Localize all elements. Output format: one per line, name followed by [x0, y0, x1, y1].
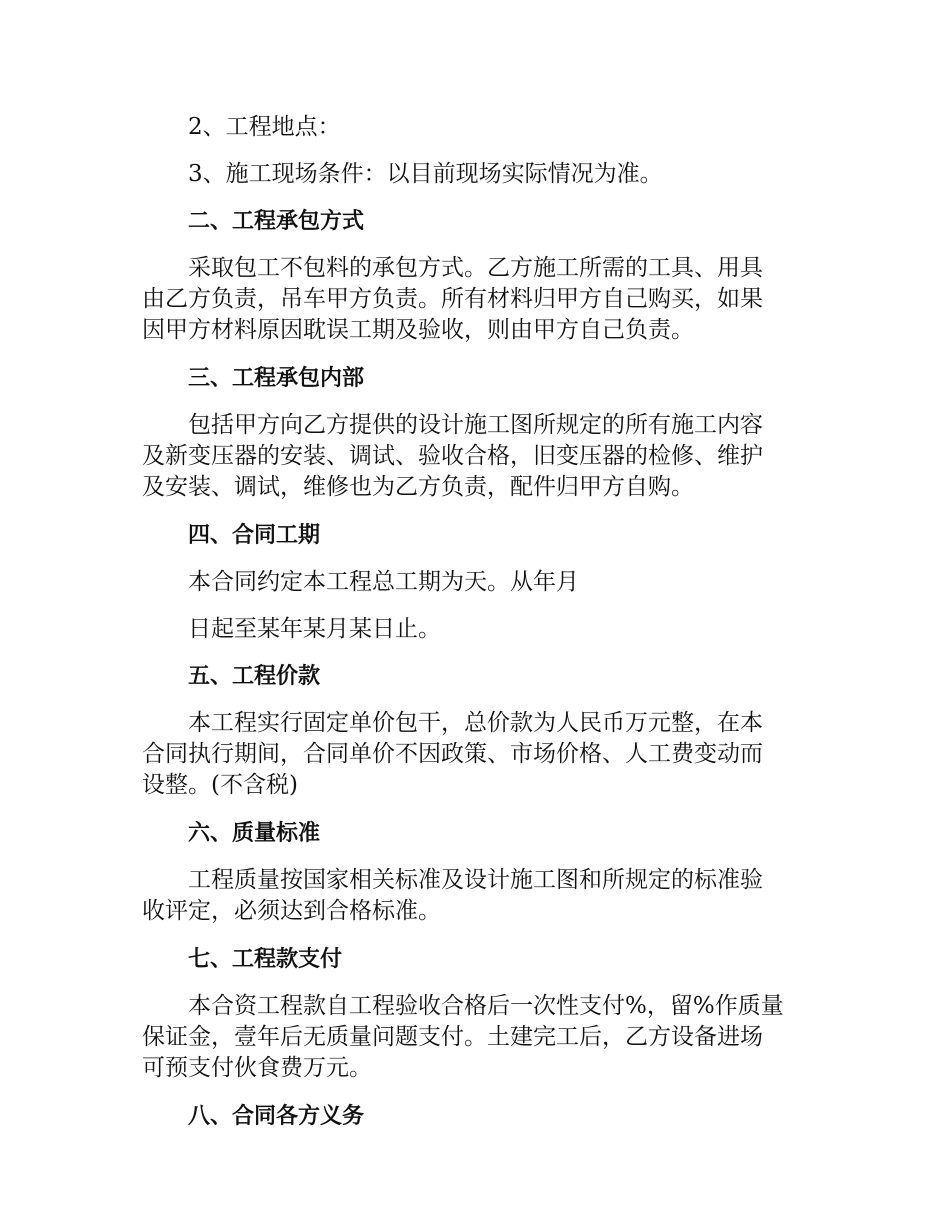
paragraph-contract-method	[142, 253, 814, 346]
section-heading-quality-standard: 六、质量标准	[188, 821, 321, 846]
paragraph-line: 设整。(不含税)	[142, 772, 298, 798]
paragraph-quality-standard	[142, 865, 814, 927]
paragraph-contract-period-line-1: 本合同约定本工程总工期为天。从年月	[188, 569, 579, 595]
paragraph-payment	[142, 991, 814, 1084]
paragraph-line: 包括甲方向乙方提供的设计施工图所规定的所有施工内容	[188, 412, 763, 438]
paragraph-project-price	[142, 708, 814, 801]
paragraph-line: 保证金，壹年后无质量问题支付。土建完工后，乙方设备进场	[142, 1024, 763, 1050]
section-heading-contract-period: 四、合同工期	[188, 523, 321, 548]
section-heading-payment: 七、工程款支付	[188, 947, 343, 972]
section-heading-contract-scope: 三、工程承包内部	[188, 366, 365, 391]
paragraph-line: 合同执行期间，合同单价不因政策、市场价格、人工费变动而	[142, 741, 763, 767]
section-heading-contract-method: 二、工程承包方式	[188, 209, 365, 234]
paragraph-line: 采取包工不包料的承包方式。乙方施工所需的工具、用具	[188, 255, 763, 281]
paragraph-line: 工程质量按国家相关标准及设计施工图和所规定的标准验	[188, 867, 763, 893]
paragraph-line: 及新变压器的安装、调试、验收合格，旧变压器的检修、维护	[142, 443, 763, 469]
item-site-conditions: 3、施工现场条件：以目前现场实际情况为准。	[188, 161, 663, 187]
paragraph-contract-scope	[142, 410, 814, 503]
paragraph-line: 可预支付伙食费万元。	[142, 1055, 372, 1081]
section-heading-party-obligations: 八、合同各方义务	[188, 1104, 365, 1129]
paragraph-line: 因甲方材料原因耽误工期及验收，则由甲方自己负责。	[142, 317, 694, 343]
section-heading-project-price: 五、工程价款	[188, 664, 321, 689]
paragraph-line: 及安装、调试，维修也为乙方负责，配件归甲方自购。	[142, 474, 694, 500]
paragraph-line: 本工程实行固定单价包干，总价款为人民币万元整，在本	[188, 710, 763, 736]
contract-page	[142, 112, 814, 1132]
paragraph-line: 本合资工程款自工程验收合格后一次性支付%，留%作质量	[188, 993, 784, 1019]
paragraph-line: 收评定，必须达到合格标准。	[142, 898, 441, 924]
item-project-location: 2、工程地点：	[188, 114, 341, 140]
paragraph-line: 由乙方负责，吊车甲方负责。所有材料归甲方自己购买，如果	[142, 286, 763, 312]
paragraph-contract-period-line-2: 日起至某年某月某日止。	[188, 616, 441, 642]
